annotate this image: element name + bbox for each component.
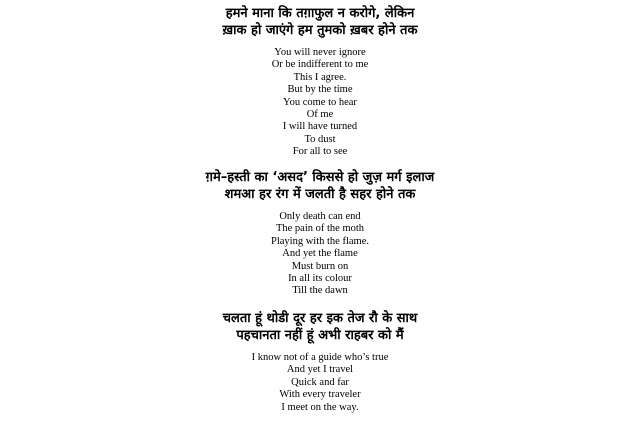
hindi-line: हमने माना कि तग़ाफुल न करोगे, लेकिन	[225, 6, 415, 21]
english-line: I will have turned	[282, 121, 358, 133]
hindi-line: ख़ाक हो जाएंगे हम तुमको ख़बर होने तक	[222, 23, 418, 38]
hindi-line: शमआ हर रंग में जलती है सहर होने तक	[224, 187, 416, 202]
english-line: Or be indifferent to me	[271, 59, 369, 71]
english-line: You come to hear	[283, 96, 357, 108]
english-line: Till the dawn	[292, 285, 348, 297]
stanza-3	[0, 310, 640, 414]
english-line: For all to see	[292, 146, 348, 158]
english-line: Only death can end	[279, 211, 361, 222]
english-line: But by the time	[287, 84, 353, 96]
hindi-line: ग़मे–हस्ती का ‘असद’ किससे हो जुज़ मर्ग इलाज	[205, 170, 435, 185]
english-line: The pain of the moth	[275, 223, 365, 235]
stanza-1	[0, 5, 640, 159]
hindi-couplet	[0, 310, 640, 344]
hindi-line: चलता हूं थोडी दूर हर इक तेज रौ के साथ	[222, 311, 418, 326]
english-line: You will never ignore	[274, 47, 366, 58]
english-line: I meet on the way.	[281, 401, 359, 413]
english-line: Must burn on	[291, 260, 349, 272]
english-line: I know not of a guide who’s true	[251, 352, 389, 363]
english-translation	[0, 211, 640, 298]
hindi-couplet	[0, 5, 640, 39]
english-line: Of me	[306, 109, 334, 121]
english-translation	[0, 47, 640, 159]
stanza-2	[0, 169, 640, 298]
english-line: Playing with the flame.	[271, 235, 369, 247]
hindi-line: पहचानता नहीं हूं अभी राहबर को मैं	[236, 328, 404, 343]
english-line: And yet I travel	[286, 364, 354, 376]
english-line: This I agree.	[293, 71, 347, 83]
english-line: With every traveler	[279, 389, 361, 401]
english-line: Quick and far	[291, 376, 349, 388]
english-line: In all its colour	[288, 273, 352, 285]
hindi-couplet	[0, 169, 640, 203]
english-line: And yet the flame	[282, 248, 358, 260]
english-line: To dust	[304, 133, 336, 145]
english-translation	[0, 352, 640, 414]
